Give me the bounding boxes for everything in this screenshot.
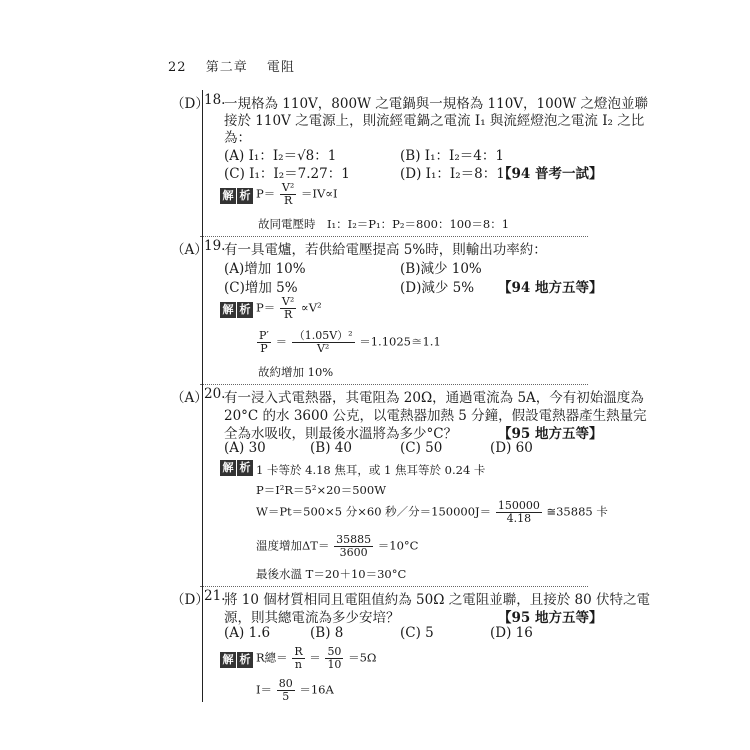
solution-formula: R總＝ $\frac{R}{n}$ ＝ $\frac{50}{10}$ ＝5Ω: [256, 645, 377, 671]
solution-formula: P＝ $\frac{\text{V²}}{R}$ ＝IV∝I: [256, 181, 338, 207]
solution-badge: [220, 302, 253, 318]
option-c: (C) 5: [400, 625, 434, 641]
solution-line: 故同電壓時 I₁：I₂＝P₁：P₂＝800：100＝8：1: [258, 217, 510, 231]
answer-key: （A）: [171, 242, 208, 258]
option-b: (B) 8: [310, 625, 344, 641]
question-divider: [200, 586, 588, 587]
question-stem-line: 全為水吸收，則最後水溫將為多少°C？: [224, 426, 458, 442]
solution-badge: [220, 460, 253, 476]
chapter-label: 第二章: [205, 60, 248, 75]
question-number: 19.: [204, 238, 226, 254]
solution-formula: P＝ $\frac{\text{V²}}{R}$ ∝V²: [256, 295, 322, 321]
option-c: (C) I₁：I₂＝7.27：1: [224, 166, 350, 182]
badge-char: 析: [237, 460, 253, 476]
badge-char: 析: [237, 652, 253, 668]
solution-formula: I＝ $\frac{80}{5}$ ＝16A: [256, 677, 334, 703]
option-c: (C) 50: [400, 440, 443, 456]
option-d: (D) I₁：I₂＝8：1: [400, 166, 505, 182]
option-a: (A) I₁：I₂＝√8：1: [224, 148, 337, 164]
badge-char: 析: [237, 188, 253, 204]
option-a: (A) 30: [224, 440, 266, 456]
option-b: (B) I₁：I₂＝4：1: [400, 148, 504, 164]
page-header: [168, 56, 309, 75]
solution-badge: [220, 188, 253, 204]
answer-key: （A）: [171, 390, 208, 406]
option-d: (D) 60: [490, 440, 533, 456]
page-number: 22: [168, 60, 187, 75]
question-stem-line: 20°C 的水 3600 公克，以電熱器加熱 5 分鐘，假設電熱器產生熱量完: [224, 408, 647, 424]
solution-line: P＝I²R＝5²×20＝500W: [256, 483, 387, 497]
option-d: (D) 16: [490, 625, 533, 641]
option-a: (A) 1.6: [224, 625, 271, 641]
badge-char: 解: [220, 188, 236, 204]
badge-char: 解: [220, 652, 236, 668]
option-d: (D)減少 5%: [400, 280, 475, 296]
question-stem-line: 有一具電爐，若供給電壓提高 5%時，則輸出功率約：: [224, 242, 547, 258]
answer-key: （D）: [171, 96, 209, 112]
badge-char: 解: [220, 460, 236, 476]
question-divider: [200, 384, 588, 385]
question-stem-line: 一規格為 110V，800W 之電鍋與一規格為 110V，100W 之燈泡並聯: [224, 96, 648, 112]
question-stem-line: 接於 110V 之電源上，則流經電鍋之電流 I₁ 與流經燈泡之電流 I₂ 之比: [224, 113, 645, 129]
solution-line: 1 卡等於 4.18 焦耳，或 1 焦耳等於 0.24 卡: [256, 463, 486, 477]
option-a: (A)增加 10%: [224, 261, 306, 277]
exam-source: 【94 地方五等】: [498, 280, 603, 296]
exam-source: 【94 普考一試】: [498, 166, 603, 182]
answer-key: （D）: [171, 592, 209, 608]
solution-line: 最後水溫 T＝20＋10＝30°C: [256, 567, 407, 581]
exam-source: 【95 地方五等】: [498, 426, 603, 442]
option-b: (B)減少 10%: [400, 261, 482, 277]
question-stem-line: 有一浸入式電熱器，其電阻為 20Ω，通過電流為 5A，今有初始溫度為: [224, 390, 644, 406]
question-stem-line: 將 10 個材質相同且電阻值約為 50Ω 之電阻並聯，且接於 80 伏特之電: [224, 592, 650, 608]
solution-formula: W＝Pt＝500×5 分×60 秒／分＝150000J＝ $\frac{150000}{4.18}$ ≅35885 卡: [256, 499, 608, 525]
badge-char: 解: [220, 302, 236, 318]
solution-formula: $\frac{P'}{P}$ ＝ $\frac{\text{（1.05V）²}}{\text{V²}}$ ＝1.1025≅1.1: [259, 329, 441, 355]
solution-badge: [220, 652, 253, 668]
option-b: (B) 40: [310, 440, 352, 456]
badge-char: 析: [237, 302, 253, 318]
question-stem-line: 為：: [224, 130, 251, 146]
option-c: (C)增加 5%: [224, 280, 298, 296]
exam-source: 【95 地方五等】: [498, 610, 603, 626]
question-divider: [200, 236, 588, 237]
question-stem-line: 源，則其總電流為多少安培？: [224, 610, 400, 626]
question-number: 21.: [204, 588, 226, 604]
question-number: 18.: [204, 92, 226, 108]
chapter-title: 電阻: [266, 60, 295, 75]
solution-line: 故約增加 10%: [258, 365, 334, 379]
solution-formula: 溫度增加ΔT＝ $\frac{35885}{3600}$ ＝10°C: [256, 533, 419, 559]
question-number: 20.: [204, 386, 226, 402]
